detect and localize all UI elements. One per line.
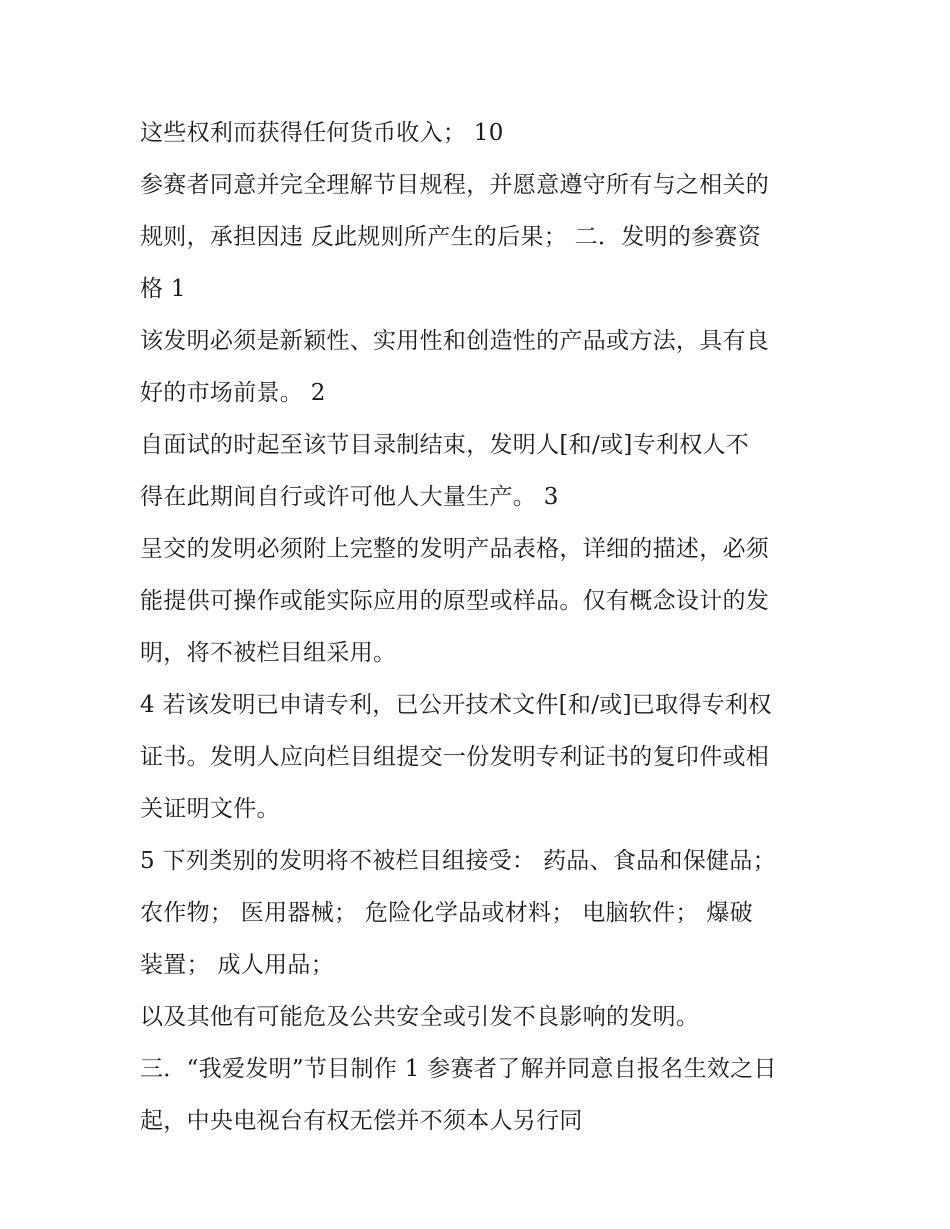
- text-line: 关证明文件。: [140, 796, 280, 822]
- text-line: 农作物； 医用器械； 危险化学品或材料； 电脑软件； 爆破: [140, 900, 753, 926]
- text-line: 自面试的时起至该节目录制结束，发明人[和/或]专利权人不: [140, 432, 750, 458]
- text-line: 该发明必须是新颖性、实用性和创造性的产品或方法，具有良: [140, 328, 770, 354]
- text-line: 装置； 成人用品；: [140, 952, 335, 978]
- text-line: 格 1: [140, 276, 186, 302]
- text-line: 规则，承担因违 反此规则所产生的后果； 二．发明的参赛资: [140, 224, 762, 250]
- text-line: 得在此期间自行或许可他人大量生产。 3: [140, 484, 559, 510]
- text-line: 以及其他有可能危及公共安全或引发不良影响的发明。: [140, 1004, 700, 1030]
- text-line: 明，将不被栏目组采用。: [140, 640, 397, 666]
- text-line: 三．“我爱发明”节目制作 1 参赛者了解并同意自报名生效之日: [140, 1056, 777, 1082]
- text-line: 参赛者同意并完全理解节目规程，并愿意遵守所有与之相关的: [140, 172, 770, 198]
- text-line: 好的市场前景。 2: [140, 380, 326, 406]
- text-line: 5 下列类别的发明将不被栏目组接受： 药品、食品和保健品；: [140, 848, 776, 874]
- document-body: [140, 107, 820, 1147]
- text-line: 呈交的发明必须附上完整的发明产品表格，详细的描述，必须: [140, 536, 770, 562]
- text-line: 能提供可操作或能实际应用的原型或样品。仅有概念设计的发: [140, 588, 770, 614]
- text-line: 起，中央电视台有权无偿并不须本人另行同: [140, 1108, 583, 1134]
- text-line: 4 若该发明已申请专利，已公开技术文件[和/或]已取得专利权: [140, 692, 772, 718]
- text-line: 证书。发明人应向栏目组提交一份发明专利证书的复印件或相: [140, 744, 770, 770]
- text-line: 这些权利而获得任何货币收入； 10: [140, 120, 504, 146]
